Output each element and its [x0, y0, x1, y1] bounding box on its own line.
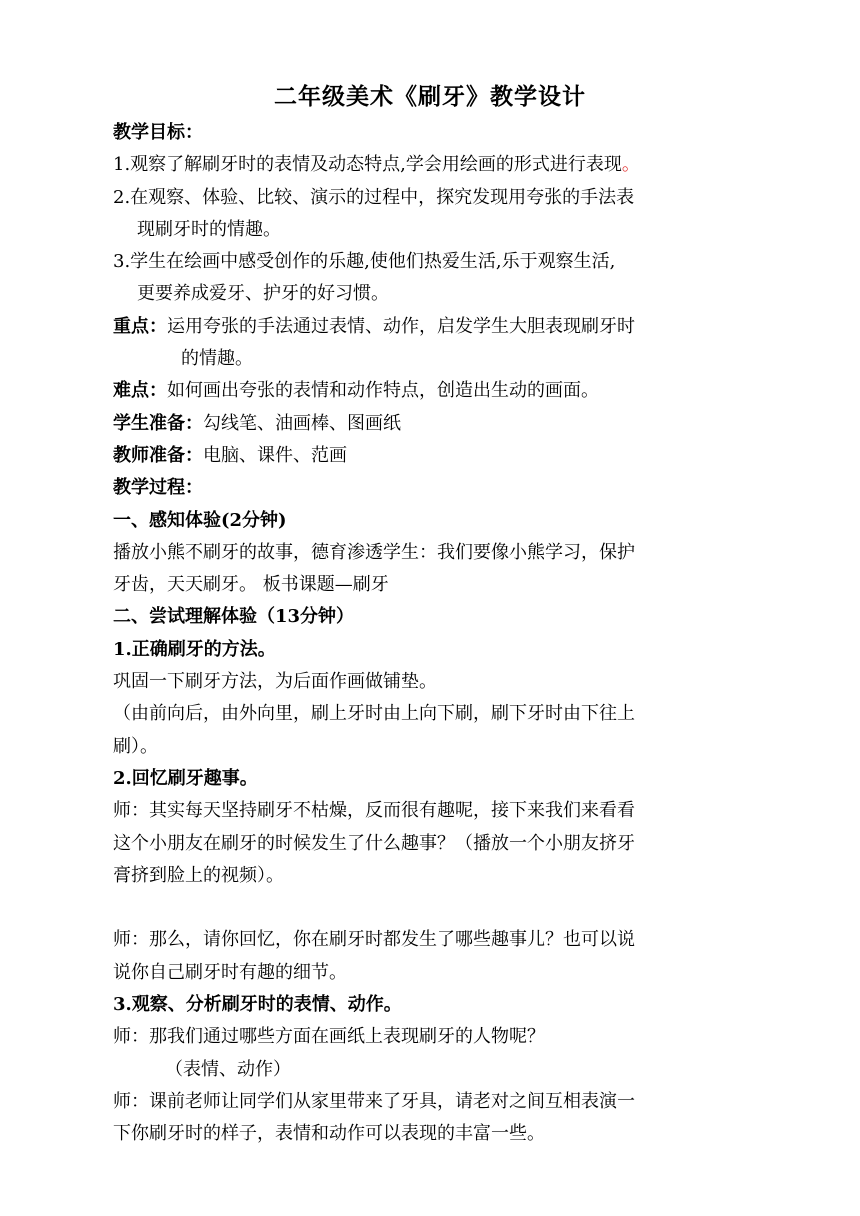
subsection-3-line-1: 师：那我们通过哪些方面在画纸上表现刷牙的人物呢？: [113, 1026, 545, 1048]
objective-item-1: [113, 149, 753, 181]
document-title: 二年级美术《刷牙》教学设计: [274, 83, 586, 110]
teacher-prep: [113, 440, 753, 472]
difficulty: [113, 375, 753, 407]
objectives-heading: 教学目标：: [113, 122, 203, 143]
difficulty-label: 难点：: [113, 380, 167, 402]
subsection-2-line-1: 师：其实每天坚持刷牙不枯燥，反而很有趣呢，接下来我们来看看: [113, 800, 635, 822]
document-body: [113, 117, 753, 1151]
subsection-1-line-2: （由前向后，由外向里，刷上牙时由上向下刷，刷下牙时由下往上: [113, 703, 635, 725]
section-1-heading: 一、感知体验(2分钟): [113, 509, 287, 531]
subsection-3-line-2: （表情、动作）: [165, 1058, 291, 1080]
section-2-heading: 二、尝试理解体验（13分钟）: [113, 606, 355, 628]
difficulty-text: 如何画出夸张的表情和动作特点，创造出生动的画面。: [167, 380, 599, 402]
section-1-line-2: 牙齿，天天刷牙。 板书课题—刷牙: [113, 574, 389, 596]
process-heading: 教学过程：: [113, 477, 203, 499]
objective-item-2-line-1: 2.在观察、体验、比较、演示的过程中，探究发现用夸张的手法表: [113, 186, 635, 208]
objective-item-3-line-1: 3.学生在绘画中感受创作的乐趣,使他们热爱生活,乐于观察生活,: [113, 251, 616, 273]
student-prep-text: 勾线笔、油画棒、图画纸: [203, 412, 401, 434]
teacher-prep-label: 教师准备：: [113, 444, 203, 466]
student-prep: [113, 408, 753, 440]
subsection-1-heading: 1.正确刷牙的方法。: [113, 638, 276, 660]
objective-item-1-end: 。: [621, 154, 640, 176]
blank-line: [113, 892, 753, 924]
subsection-2-line-3: 膏挤到脸上的视频）。: [113, 864, 284, 886]
objective-item-3-line-2: 更要养成爱牙、护牙的好习惯。: [137, 283, 389, 305]
subsection-1-line-3: 刷）。: [113, 735, 158, 757]
subsection-3-heading: 3.观察、分析刷牙时的表情、动作。: [113, 994, 402, 1016]
subsection-1-line-1: 巩固一下刷牙方法，为后面作画做铺垫。: [113, 671, 437, 693]
student-prep-label: 学生准备：: [113, 412, 203, 434]
subsection-2-line-4: 师：那么，请你回忆，你在刷牙时都发生了哪些趣事儿？也可以说: [113, 929, 635, 951]
subsection-2-line-5: 说你自己刷牙时有趣的细节。: [113, 961, 347, 983]
objective-item-2-line-2: 现刷牙时的情趣。: [137, 218, 281, 240]
subsection-2-line-2: 这个小朋友在刷牙的时候发生了什么趣事？（播放一个小朋友挤牙: [113, 832, 635, 854]
section-1-line-1: 播放小熊不刷牙的故事，德育渗透学生：我们要像小熊学习，保护: [113, 541, 635, 563]
key-point-text-1: 运用夸张的手法通过表情、动作，启发学生大胆表现刷牙时: [167, 315, 635, 337]
objective-item-1-text: 1.观察了解刷牙时的表情及动态特点,学会用绘画的形式进行表现: [113, 154, 622, 176]
teacher-prep-text: 电脑、课件、范画: [203, 444, 347, 466]
subsection-2-heading: 2.回忆刷牙趣事。: [113, 767, 258, 789]
key-point-label: 重点：: [113, 315, 167, 337]
subsection-3-line-3: 师：课前老师让同学们从家里带来了牙具，请老对之间互相表演一: [113, 1090, 635, 1112]
key-point-text-2: 的情趣。: [181, 348, 253, 370]
key-point: [113, 311, 753, 343]
subsection-3-line-4: 下你刷牙时的样子，表情和动作可以表现的丰富一些。: [113, 1123, 545, 1145]
